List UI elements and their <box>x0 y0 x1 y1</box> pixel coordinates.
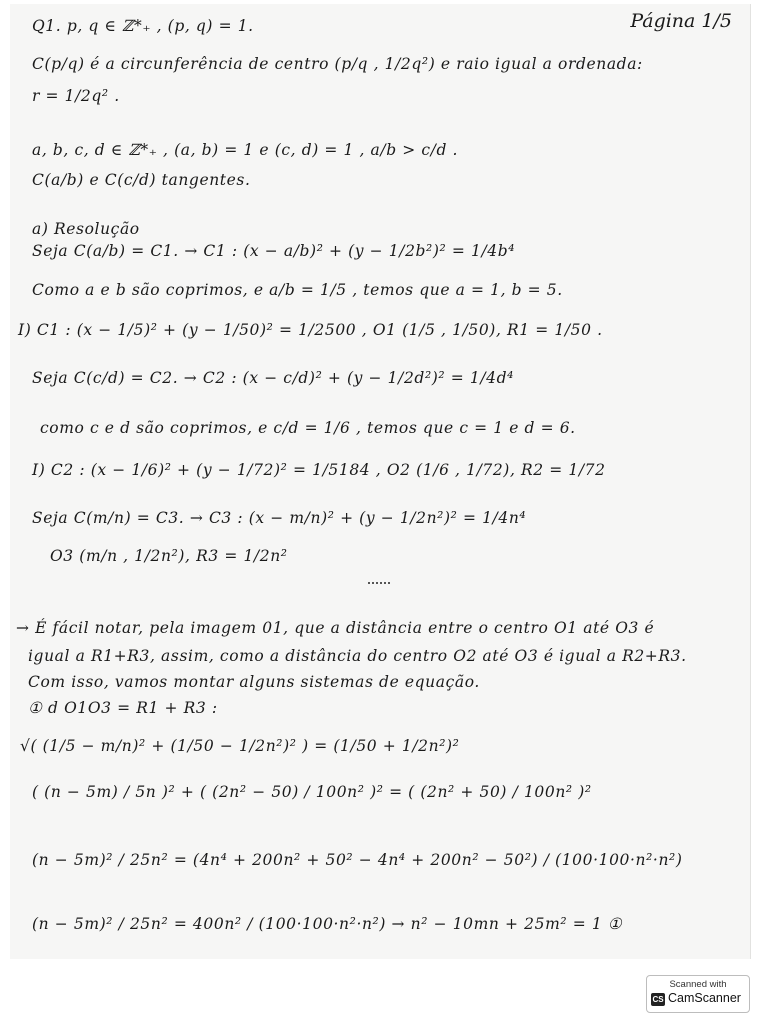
line-17: Com isso, vamos montar alguns sistemas de equação. <box>28 673 480 691</box>
line-19: √( (1/5 − m/n)² + (1/50 − 1/2n²)² ) = (1/50 + 1/2n²)² <box>20 737 460 755</box>
line-16: igual a R1+R3, assim, como a distância do centro O2 até O3 é igual a R2+R3. <box>28 647 687 665</box>
line-15: → É fácil notar, pela imagem 01, que a distância entre o centro O1 até O3 é <box>16 619 655 637</box>
line-4: a, b, c, d ∈ ℤ*₊ , (a, b) = 1 e (c, d) = 1 , a/b > c/d . <box>32 141 459 159</box>
line-8: Como a e b são coprimos, e a/b = 1/5 , temos que a = 1, b = 5. <box>32 281 563 299</box>
line-14: O3 (m/n , 1/2n²), R3 = 1/2n² <box>50 547 288 565</box>
camscanner-watermark <box>646 975 750 1013</box>
line-21: (n − 5m)² / 25n² = (4n⁴ + 200n² + 50² − 4n⁴ + 200n² − 50²) / (100·100·n²·n²) <box>32 851 683 869</box>
line-1: Q1. p, q ∈ ℤ*₊ , (p, q) = 1. <box>32 17 254 35</box>
line-11: como c e d são coprimos, e c/d = 1/6 , temos que c = 1 e d = 6. <box>40 419 576 437</box>
line-3: r = 1/2q² . <box>32 87 120 105</box>
line-22: (n − 5m)² / 25n² = 400n² / (100·100·n²·n²) → n² − 10mn + 25m² = 1 ① <box>32 915 623 933</box>
scanner-caption: Scanned with <box>669 979 727 990</box>
camscanner-logo-icon: CS <box>652 995 664 1004</box>
line-12: I) C2 : (x − 1/6)² + (y − 1/72)² = 1/5184 , O2 (1/6 , 1/72), R2 = 1/72 <box>32 461 606 479</box>
line-7: Seja C(a/b) = C1. → C1 : (x − a/b)² + (y − 1/2b²)² = 1/4b⁴ <box>32 242 516 260</box>
line-13: Seja C(m/n) = C3. → C3 : (x − m/n)² + (y − 1/2n²)² = 1/4n⁴ <box>32 509 527 527</box>
line-20: ( (n − 5m) / 5n )² + ( (2n² − 50) / 100n² )² = ( (2n² + 50) / 100n² )² <box>32 783 592 801</box>
line-6: a) Resolução <box>32 220 140 238</box>
section-divider <box>368 582 390 584</box>
scanner-brand: CamScanner <box>668 991 741 1005</box>
line-5: C(a/b) e C(c/d) tangentes. <box>32 171 251 189</box>
line-18: ① d O1O3 = R1 + R3 : <box>28 699 218 717</box>
page-number: Página 1/5 <box>630 10 732 32</box>
handwritten-page <box>10 4 751 959</box>
line-9: I) C1 : (x − 1/5)² + (y − 1/50)² = 1/2500 , O1 (1/5 , 1/50), R1 = 1/50 . <box>18 321 603 339</box>
line-2: C(p/q) é a circunferência de centro (p/q , 1/2q²) e raio igual a ordenada: <box>32 55 643 73</box>
line-10: Seja C(c/d) = C2. → C2 : (x − c/d)² + (y − 1/2d²)² = 1/4d⁴ <box>32 369 514 387</box>
